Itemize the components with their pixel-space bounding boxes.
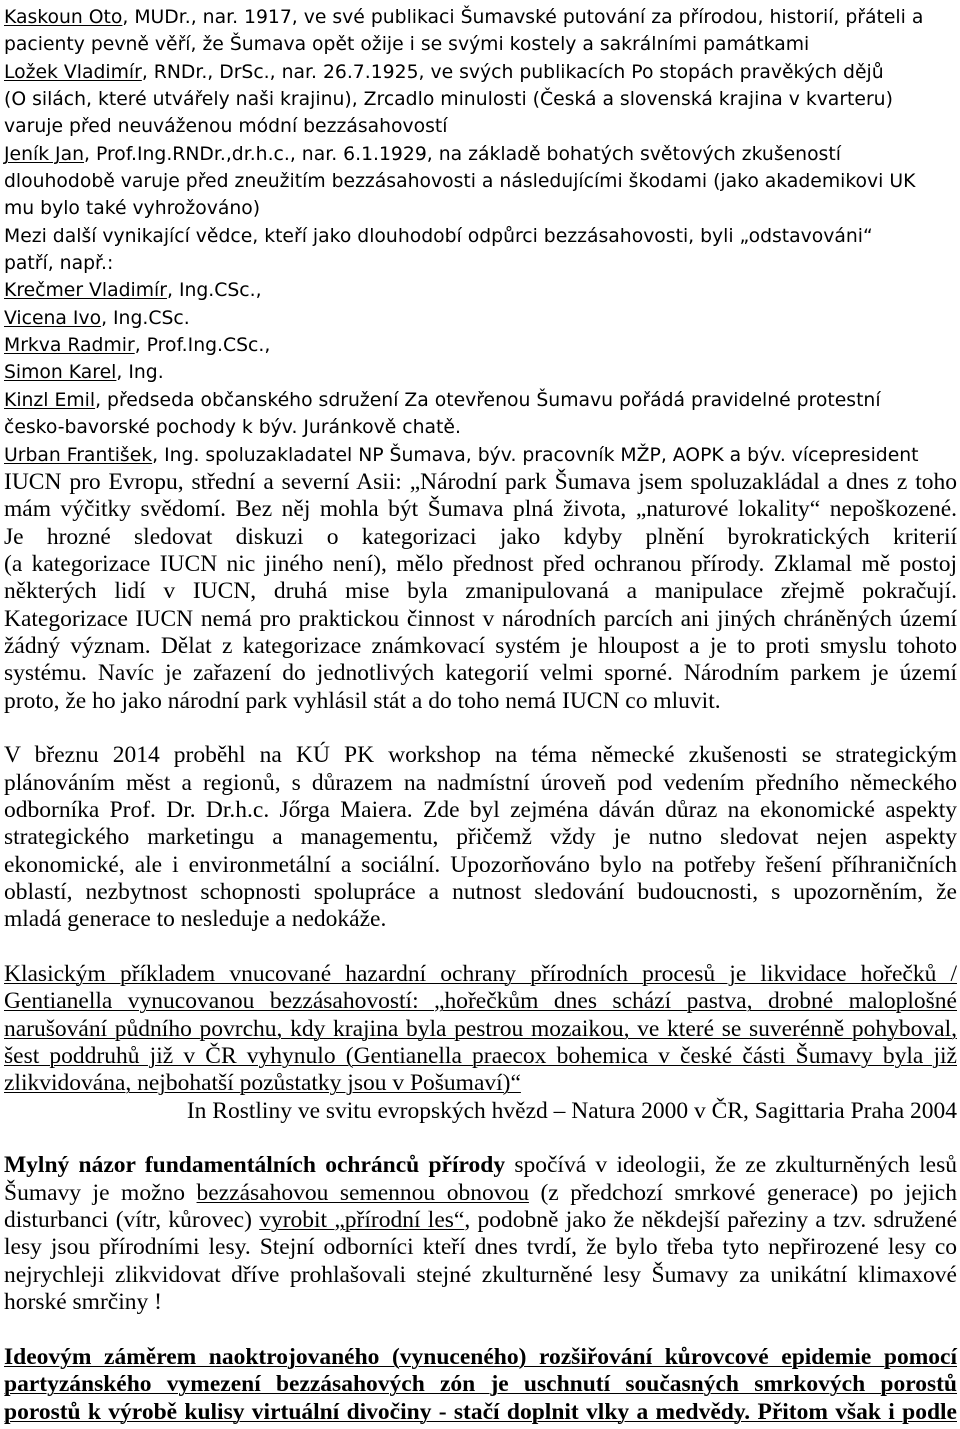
underlined-text-line	[4, 988, 957, 1015]
text-line	[4, 359, 957, 386]
person-details: , předseda občanského sdružení Za otevřenou Šumavu pořádá pravidelné protestní	[95, 389, 881, 411]
person-name: Mrkva Radmir	[4, 335, 135, 357]
underlined-text: šest poddruhů již v ČR vyhynulo (Gentianella praecox bohemica v české části Šumavy byla již	[4, 1043, 957, 1070]
person-details: , Ing.	[116, 362, 164, 384]
plain-text: spočívá v ideologii, že ze zkulturněných lesů	[505, 1152, 957, 1179]
text-line: strategického marketingu a managementu, přičemž vždy je nutno sledovat nejen aspekty	[4, 824, 957, 851]
underlined-text-line	[4, 1070, 957, 1097]
bold-underlined-text: partyzánského vymezení bezzásahových zón je uschnutí současných smrkových porostů	[4, 1371, 957, 1398]
text-line	[4, 4, 957, 31]
person-name: Kaskoun Oto	[4, 7, 123, 28]
text-line: nejrychleji zlikvidovat dříve prohlašovali stejné zkulturněné lesy Šumavy za unikátní klimaxové	[4, 1261, 957, 1288]
text-line: pacienty pevně věří, že Šumava opět ožije i se svými kostely a sakrálními památkami	[4, 34, 810, 56]
text-line: odborníka Prof. Dr. Dr.h.c. Jőrga Maiera. Zde byl zejména dáván důraz na ekonomické aspekty	[4, 796, 957, 823]
bold-text: Mylný názor fundamentálních ochránců přírody	[4, 1152, 506, 1179]
person-details: , RNDr., DrSc., nar. 26.7.1925, ve svých publikacích Po stopách pravěkých dějů	[141, 61, 884, 83]
text-line	[4, 387, 957, 414]
quote-line: mám výčitky svědomí. Bez něj mohla být Šumava plná života, „naturové lokality“ nepoškozené.	[4, 496, 957, 523]
quote-line: některých lidí v IUCN, druhá mise byla zmanipulovaná a manipulace zřejmě pokračují.	[4, 578, 957, 605]
text-line: oblastí, nezbytnost schopnosti spolupráce a nutnost sledování budoucnosti, s upozorněním, že	[4, 879, 957, 905]
quote-line: proto, že ho jako národní park vyhlásil stát a do toho nemá IUCN co mluvit.	[4, 687, 721, 714]
underlined-text: zlikvidována, nejbohatší pozůstatky jsou v Pošumaví)“	[4, 1070, 521, 1097]
text-line: (O silách, které utvářely naši krajinu), Zrcadlo minulosti (Česká a slovenská krajina v kvarteru)	[4, 89, 893, 111]
text-line: horské smrčiny !	[4, 1289, 162, 1316]
person-details: , Ing. spoluzakladatel NP Šumava, býv. pracovník MŽP, AOPK a býv. vícepresident	[152, 444, 919, 466]
text-line: dlouhodobě varuje před zneužitím bezzásahovosti a následujícími škodami (jako akademikovi UK	[4, 171, 916, 193]
text-line	[4, 277, 957, 304]
person-name: Kinzl Emil	[4, 389, 96, 411]
workshop-paragraph	[4, 742, 960, 933]
text-line	[4, 1180, 957, 1207]
text-line	[4, 141, 957, 168]
plain-text: , podobně jako že někdejší pařeziny a tzv. sdružené	[464, 1207, 957, 1234]
person-details: , Ing.CSc.	[101, 307, 190, 329]
underlined-text-line	[4, 1016, 957, 1043]
bold-underlined-text: porostů k výrobě kulisy virtuální divočiny - stačí doplnit vlky a medvědy. Přitom však i podle	[4, 1398, 957, 1425]
underlined-text-line	[4, 961, 957, 988]
text-line: lesy jsou přírodními lesy. Stejní odborníci kteří dnes tvrdí, že bylo třeba tyto nepřirozené lesy co	[4, 1234, 957, 1261]
person-name: Simon Karel	[4, 362, 117, 384]
underlined-text: narušování půdního povrchu, kdy krajina byla pestrou mozaikou, ve které se suverénně pohyboval,	[4, 1015, 957, 1042]
quote-line: žádný význam. Dělat z kategorizace známkovací systém je hloupost a je to proti smyslu tohoto	[4, 632, 957, 659]
quote-line: IUCN pro Evropu, střední a severní Asii: „Národní park Šumava jsem spoluzakládal a dnes z toho	[4, 468, 957, 495]
underlined-text: Klasickým příkladem vnucované hazardní ochrany přírodních procesů je likvidace hořečků /	[4, 961, 957, 988]
plain-text: disturbanci (vítr, kůrovec)	[4, 1207, 260, 1234]
bold-underlined-line	[4, 1399, 957, 1426]
quote-line: Kategorizace IUCN nemá pro praktickou činnost v národních parcích ani jiných chráněných území	[4, 605, 957, 632]
text-line	[4, 305, 957, 332]
person-name: Jeník Jan	[4, 143, 85, 165]
experts-section	[4, 4, 960, 715]
text-line	[4, 1207, 957, 1234]
text-line	[4, 332, 957, 359]
text-line: ekonomické, ale i environmetální a sociální. Upozorňováno bylo na potřeby řešení příhraničních	[4, 851, 957, 878]
bold-underlined-line	[4, 1344, 957, 1371]
blank-line	[4, 715, 957, 742]
bold-underlined-line	[4, 1371, 957, 1398]
text-line: varuje před neuváženou módní bezzásahovostí	[4, 116, 448, 138]
text-line: plánováním měst a regionů, s důrazem na nadmístní úroveň pod vedením předního německého	[4, 769, 957, 796]
text-line: mladá generace to nesleduje a nedokáže.	[4, 906, 387, 933]
text-line	[4, 442, 957, 469]
quote-line: (a kategorizace IUCN nic jiného není), mělo přednost před ochranou přírody. Zklamal mě postoj	[4, 550, 957, 577]
bold-underlined-text: Ideovým záměrem naoktrojovaného (vynuceného) rozšiřování kůrovcové epidemie pomocí	[4, 1343, 957, 1370]
blank-line	[4, 934, 957, 961]
person-name: Urban František	[4, 444, 153, 466]
person-name: Vicena Ivo	[4, 307, 102, 329]
plain-text: (z předchozí smrkové generace) po jejich	[528, 1179, 957, 1206]
text-line: česko-bavorské pochody k býv. Juránkově chatě.	[4, 417, 461, 439]
ideology-paragraph	[4, 1344, 960, 1426]
quote-line: Je hrozné sledovat diskuzi o kategorizaci jako kdyby plnění byrokratických kriterií	[4, 523, 957, 550]
quote-line: systému. Navíc je zařazení do jednotlivých kategorií velmi sporné. Národním parkem je území	[4, 660, 957, 687]
underlined-text-line	[4, 1043, 957, 1070]
blank-line	[4, 1125, 957, 1152]
misconception-paragraph	[4, 1152, 960, 1316]
text-line: patří, např.:	[4, 253, 114, 275]
gentianella-paragraph	[4, 961, 960, 1125]
person-details: , MUDr., nar. 1917, ve své publikaci Šumavské putování za přírodou, historií, přáteli a	[122, 7, 924, 28]
text-line: Mezi další vynikající vědce, kteří jako dlouhodobí odpůrci bezzásahovosti, byli „odstavováni“	[4, 225, 873, 247]
person-details: , Prof.Ing.RNDr.,dr.h.c., nar. 6.1.1929, na základě bohatých světových zkušeností	[84, 143, 841, 165]
text-line	[4, 1152, 957, 1179]
citation-line: In Rostliny ve svitu evropských hvězd – Natura 2000 v ČR, Sagittaria Praha 2004	[186, 1097, 957, 1124]
text-line: V březnu 2014 proběhl na KÚ PK workshop na téma německé zkušenosti se strategickým	[4, 742, 957, 769]
plain-text: Šumavy je možno	[4, 1179, 197, 1206]
person-details: , Ing.CSc.,	[167, 280, 262, 302]
underlined-text: Gentianella vynucovanou bezzásahovostí: „hořečkům dnes schází pastva, drobné maloplošné	[4, 988, 957, 1015]
person-name: Krečmer Vladimír	[4, 280, 167, 302]
underlined-text: vyrobit „přírodní les“	[259, 1207, 465, 1234]
blank-line	[4, 1317, 957, 1344]
person-name: Ložek Vladimír	[4, 61, 142, 83]
text-line: mu bylo také vyhrožováno)	[4, 198, 261, 220]
underlined-text: bezzásahovou semennou obnovou	[196, 1179, 529, 1206]
text-line	[4, 59, 957, 86]
person-details: , Prof.Ing.CSc.,	[134, 335, 271, 357]
